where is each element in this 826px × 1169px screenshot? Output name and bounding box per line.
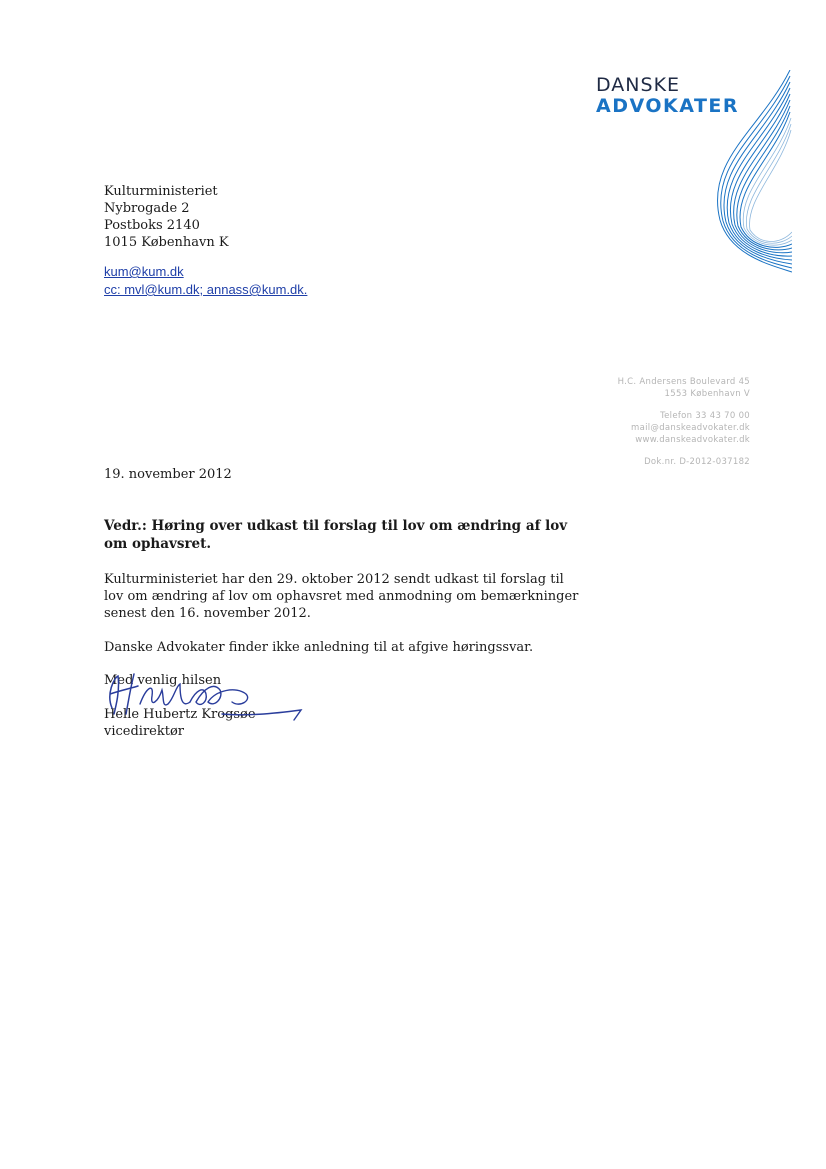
sender-city: 1553 København V — [664, 389, 750, 399]
address-line: Postboks 2140 — [104, 218, 200, 233]
sender-phone: Telefon 33 43 70 00 — [660, 411, 750, 421]
logo-line-advokater: ADVOKATER — [596, 95, 740, 117]
logo-waves-graphic — [700, 70, 792, 280]
recipient-emails — [104, 263, 307, 299]
body-paragraph-2: Danske Advokater finder ikke anledning til at afgive høringssvar. — [104, 640, 534, 655]
cc-email-links[interactable]: cc: mvl@kum.dk; annass@kum.dk. — [104, 282, 308, 297]
logo-line-danske: DANSKE — [596, 74, 681, 96]
sender-contact-block — [618, 376, 750, 468]
address-line: Nybrogade 2 — [104, 201, 190, 216]
address-line: 1015 København K — [104, 235, 229, 250]
signer-name: Helle Hubertz Krogsøe — [104, 707, 256, 722]
sender-street: H.C. Andersens Boulevard 45 — [617, 377, 750, 387]
handwritten-signature — [96, 668, 311, 730]
body-paragraph-1: Kulturministeriet har den 29. oktober 2012 sendt udkast til forslag til lov om ændring af lov om ophavsret med anmodning om bemærkninger senest den 16. november 2012. — [104, 572, 579, 621]
recipient-email-link[interactable]: kum@kum.dk — [104, 264, 184, 279]
closing-greeting: Med venlig hilsen — [104, 673, 222, 688]
signer-title: vicedirektør — [104, 724, 185, 739]
letter-date: 19. november 2012 — [104, 467, 232, 482]
letter-subject: Vedr.: Høring over udkast til forslag til lov om ændring af lov om ophavsret. — [104, 518, 568, 552]
sender-web: www.danskeadvokater.dk — [635, 435, 750, 445]
sender-email: mail@danskeadvokater.dk — [631, 423, 750, 433]
recipient-address — [104, 183, 229, 251]
address-line: Kulturministeriet — [104, 184, 218, 199]
document-number: Dok.nr. D-2012-037182 — [644, 457, 750, 467]
